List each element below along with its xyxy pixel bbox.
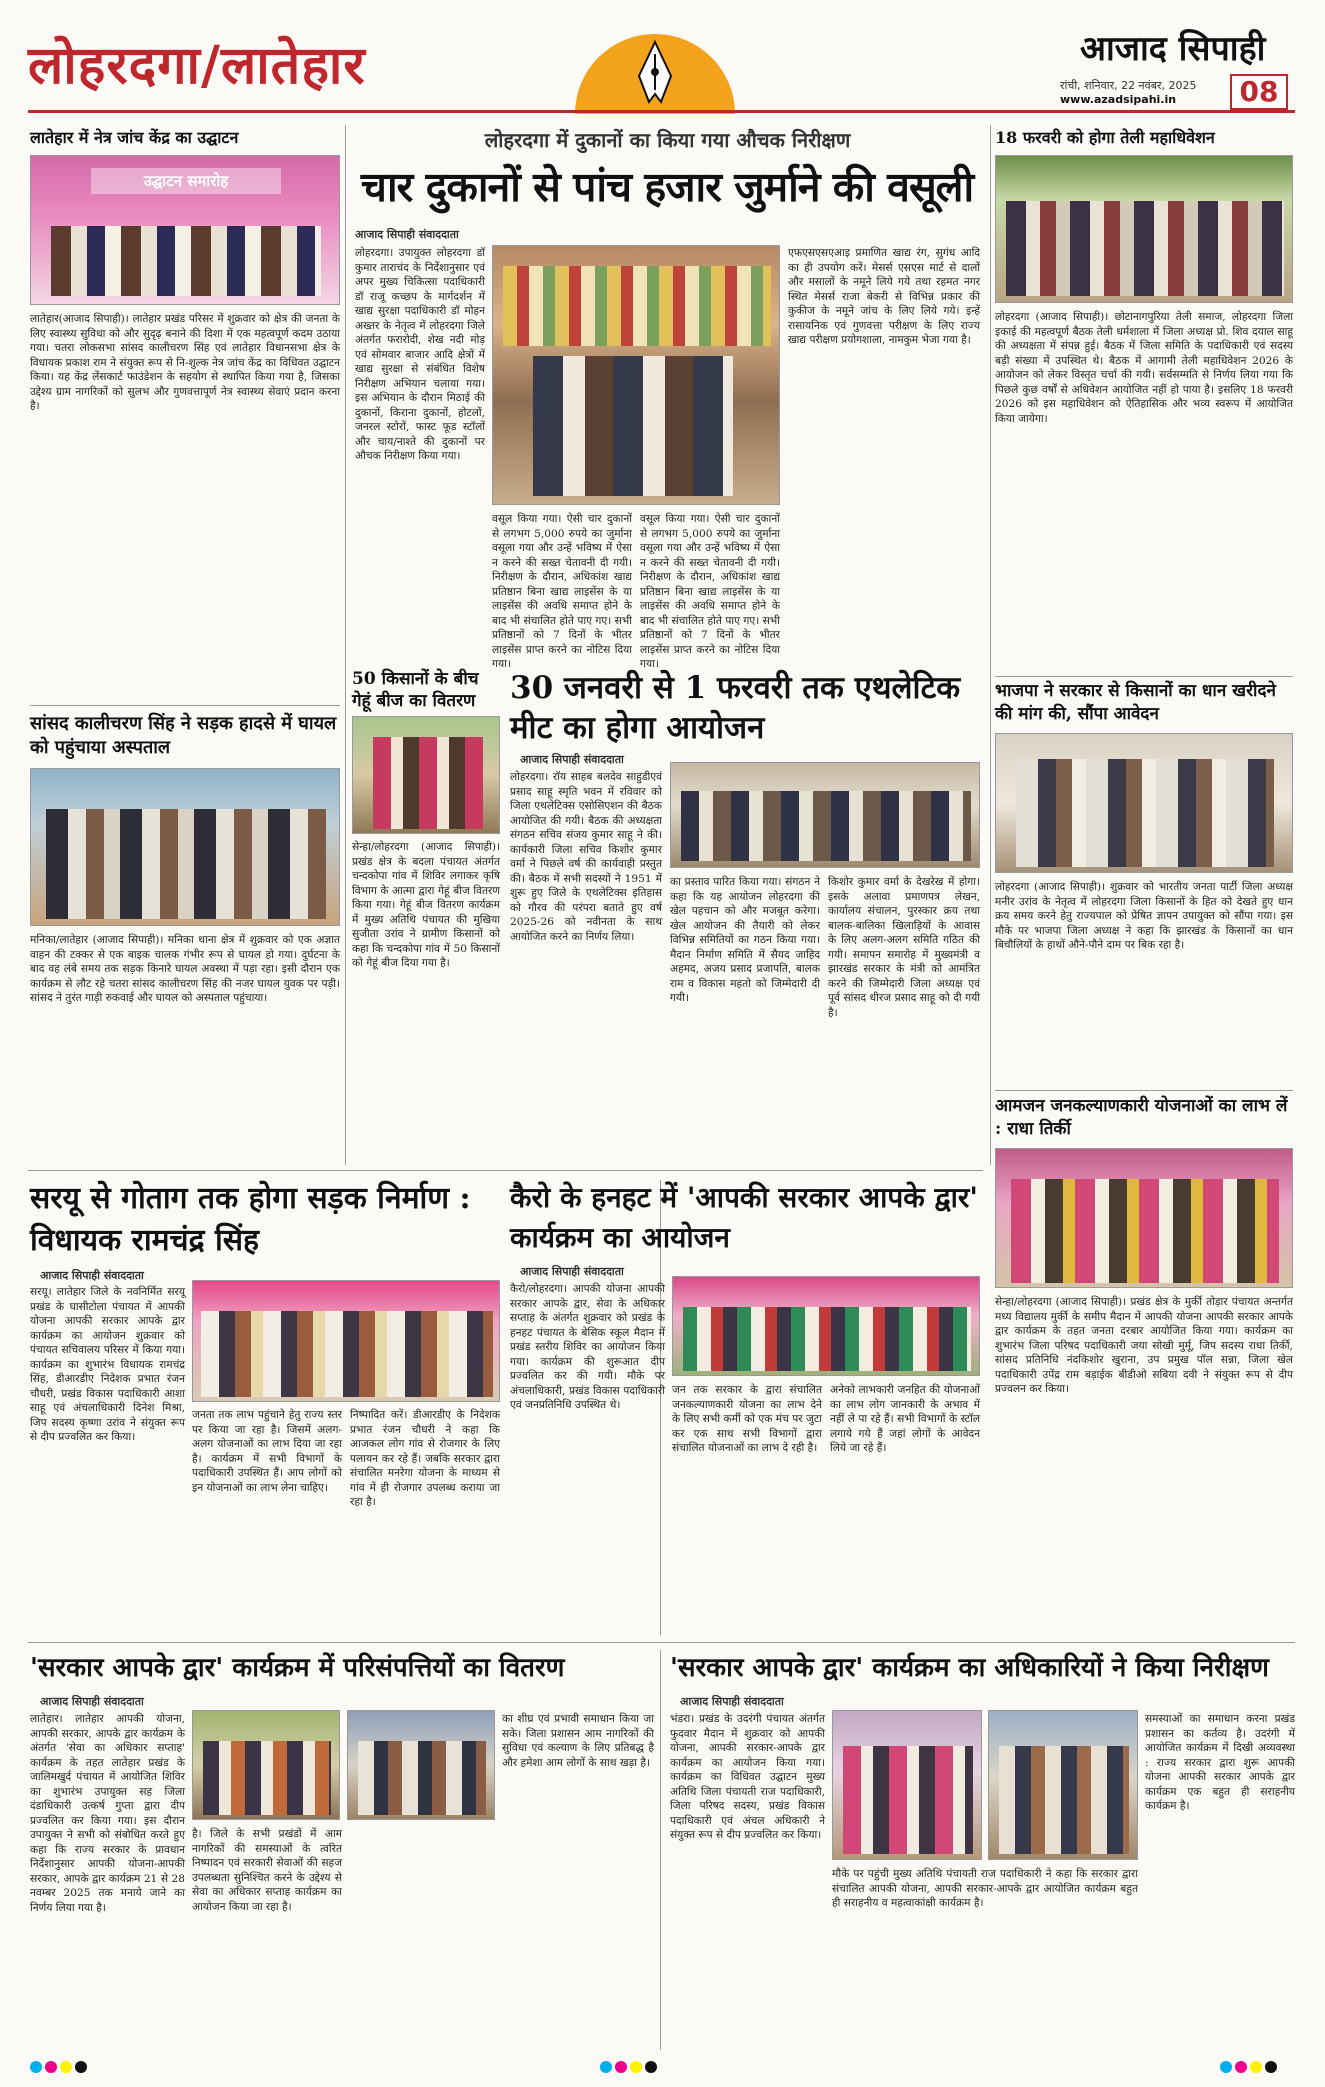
- teli-body: लोहरदगा (आजाद सिपाही)। छोटानागपुरिया तेली समाज, लोहरदगा जिला इकाई की महत्वपूर्ण बैठक तेली धर्मशाला में जिला अध्यक्ष प्रो. शिव दयाल साहू की अध्यक्षता में संपन्न हुई। बैठक में जिला समिति के पदाधिकारी एवं सदस्य बड़ी संख्या में उपस्थित थे। बैठक में आगामी तेली महाधिवेशन 2026 के आयोजन को लेकर विस्तृत चर्चा की गयी। सर्वसम्मति से निर्णय लिया गया कि पिछले कुछ वर्षों से अधिवेशन आयोजित नहीं हो पाया है। इसलिए 18 फरवरी 2026 को इस महाधिवेशन को ऐतिहासिक और भव्य स्वरूप में आयोजित किया जायेगा।: [995, 311, 1293, 425]
- athletics-meeting-photo: [670, 762, 980, 868]
- yellow-dot: [630, 2061, 642, 2073]
- athletics-body-2: का प्रस्ताव पारित किया गया। संगठन ने कहा कि यह आयोजन लोहरदगा की खेल पहचान को और मजबूत करेगा। खेल आयोजन की तैयारी को लेकर विभिन्न समितियों का गठन किया गया। मैदान निर्माण समिति में सैयद जाहिद अहमद, अजय प्रसाद प्रजापति, बालक राम व विकास महतो को जिम्मेदारी दी गयी।: [670, 876, 820, 1004]
- registration-marks-left: [30, 2058, 90, 2077]
- photo-banner: उद्घाटन समारोह: [91, 168, 281, 194]
- column-divider: [345, 125, 346, 1165]
- inspection-headline: चार दुकानों से पांच हजार जुर्माने की वसूली: [360, 163, 974, 211]
- magenta-dot: [45, 2061, 57, 2073]
- inspection-body-2b: वसूल किया गया। ऐसी चार दुकानों से लगभग 5,000 रुपये का जुर्माना वसूला गया और उन्हें भविष्य में ऐसा न करने की सख्त चेतावनी दी गयी। निरीक्षण के दौरान, अधिकांश खाद्य प्रतिष्ठान बिना खाद्य लाइसेंस के या लाइसेंस की अवधि समाप्त होने के बाद भी संचालित होते पाए गए। सभी प्रतिष्ठानों को 7 दिनों के भीतर लाइसेंस प्राप्त करने का नोटिस दिया गया।: [640, 513, 780, 670]
- story-divider: [995, 676, 1293, 677]
- eye-camp-headline: लातेहार में नेत्र जांच केंद्र का उद्घाटन: [30, 128, 239, 147]
- page-number: 08: [1230, 74, 1288, 110]
- cyan-dot: [600, 2061, 612, 2073]
- photo-people: [533, 356, 733, 496]
- column-divider: [990, 125, 991, 1165]
- tirki-event-photo: [995, 1148, 1293, 1288]
- photo-people: [999, 1746, 1129, 1854]
- hanahat-body-2: जन तक सरकार के द्वारा संचालित जनकल्याणकारी योजना का लाभ देने के लिए सभी कर्मी को एक मंच पर जुटा कर एक साथ सभी विभागों द्वारा संचालित योजनाओं का लाभ दे रही है।: [672, 1384, 822, 1454]
- photo-people: [203, 1741, 331, 1815]
- road-body-3: निष्पादित करें। डीआरडीए के निदेशक प्रभात रंजन चौधरी ने कहा कि आजकल लोग गांव से रोजगार के लिए पलायन कर रहे हैं। जबकि सरकार द्वारा संचालित मनरेगा योजना के माध्यम से गांव में ही रोजगार उपलब्ध कराया जा रहा है।: [350, 1409, 500, 1508]
- accident-photo: [30, 768, 340, 926]
- yellow-dot: [1250, 2061, 1262, 2073]
- inspection-byline: आजाद सिपाही संवाददाता: [355, 228, 459, 241]
- column-divider: [660, 1650, 661, 2050]
- officers-body-2: मौके पर पहुंची मुख्य अतिथि पंचायती राज पदाधिकारी ने कहा कि सरकार द्वारा संचालित आपकी योजना, आपकी सरकार-आपके द्वार आयोजित कार्यक्रम बहुत ही सराहनीय व महत्वाकांक्षी कार्यक्रम है।: [832, 1868, 1138, 1909]
- tirki-body: सेन्हा/लोहरदगा (आजाद सिपाही)। प्रखंड क्षेत्र के मुर्की तोड़ार पंचायत अन्तर्गत मध्य विद्यालय मुर्की के समीप मैदान में आपकी योजना आपकी सरकार आपके द्वार कार्यक्रम के तहत जनता दरबार आयोजित किया गया। कार्यक्रम का शुभारंभ जिला परिषद पदाधिकारी जया सोखी मुर्मू, जिप सदस्य राधा तिर्की, सांसद प्रतिनिधि नंदकिशोर खुराना, उप प्रमुख पॉल सन्ना, जिला खेल पदाधिकारी उपेंद्र राम बड़ाईक बीडीओ सबिया दवी ने संयुक्त रूप से दीप प्रज्वलन कर किया।: [995, 1296, 1293, 1395]
- assets-body-2: है। जिले के सभी प्रखंडों में आम नागरिकों की समस्याओं के त्वरित निष्पादन एवं सरकारी सेवाओं की सहज उपलब्धता सुनिश्चित करने के उद्देश्य से सेवा का अधिकार सप्ताह कार्यक्रम का आयोजन किया जा रहा है।: [192, 1828, 342, 1913]
- section-divider: [28, 1642, 1295, 1643]
- seed-distribution-photo: [352, 716, 500, 834]
- assets-body-3: का शीघ्र एवं प्रभावी समाधान किया जा सके। जिला प्रशासन आम नागरिकों की सुविधा एवं कल्याण के लिए प्रतिबद्ध है और हमेशा आम लोगों के साथ खड़ा है।: [502, 1713, 654, 1769]
- assets-photo-2: [347, 1710, 495, 1820]
- shop-inspection-photo: [492, 245, 780, 505]
- inspection-kicker: लोहरदगा में दुकानों का किया गया औचक निरीक्षण: [484, 128, 851, 152]
- assets-byline: आजाद सिपाही संवाददाता: [40, 1695, 144, 1708]
- photo-shelves: [503, 266, 771, 346]
- hanahat-event-photo: [672, 1276, 980, 1376]
- road-body-2: जनता तक लाभ पहुंचाने हेतु राज्य स्तर पर किया जा रहा है। जिसमें अलग-अलग योजनाओं का लाभ दिया जा रहा है। कार्यक्रम में सभी विभागों के पदाधिकारी उपस्थित हैं। आप लोगों को इन योजनाओं का लाभ लेना चाहिए।: [192, 1409, 342, 1494]
- road-event-photo: [192, 1280, 500, 1402]
- black-dot: [1265, 2061, 1277, 2073]
- website-link[interactable]: www.azadsipahi.in: [1060, 93, 1177, 106]
- seeds-headline: 50 किसानों के बीच गेहूं बीज का वितरण: [352, 669, 479, 711]
- photo-people: [681, 791, 971, 861]
- registration-marks-right: [1220, 2058, 1280, 2077]
- section-divider: [28, 1170, 983, 1171]
- officers-byline: आजाद सिपाही संवाददाता: [680, 1695, 784, 1708]
- officers-photo-2: [988, 1710, 1138, 1860]
- athletics-headline: 30 जनवरी से 1 फरवरी तक एथलेटिक मीट का होगा आयोजन: [510, 670, 961, 746]
- dateline: [1060, 78, 1197, 106]
- athletics-byline: आजाद सिपाही संवाददाता: [520, 753, 624, 766]
- photo-people: [1016, 759, 1274, 867]
- photo-people: [843, 1746, 973, 1854]
- assets-body: लातेहार। लातेहार आपकी योजना, आपकी सरकार, आपके द्वार कार्यक्रम के अंतर्गत 'सेवा का अधिकार सप्ताह' कार्यक्रम के तहत लातेहार प्रखंड के जालिमखुर्द पंचायत में आयोजित शिविर का शुभारंभ उपायुक्त सह जिला दंडाधिकारी उत्कर्ष गुप्ता द्वारा दीप प्रज्वलित कर किया गया। इस दौरान उपायुक्त ने सभी को संबोधित करते हुए कहा कि राज्य सरकार के प्रावधान निर्देशानुसार आपकी योजना-आपकी सरकार, आपके द्वार कार्यक्रम 21 से 28 नवम्बर 2025 तक मनाये जाने का निर्णय लिया गया है।: [30, 1713, 185, 1914]
- road-body: सरयू। लातेहार जिले के नवनिर्मित सरयू प्रखंड के घासीटोला पंचायत में आपकी योजना आपकी सरकार आपके द्वार कार्यक्रम का आयोजन शुक्रवार को पंचायत सचिवालय परिसर में किया गया। कार्यक्रम का शुभारंभ विधायक रामचंद्र सिंह, डीआरडीए निदेशक प्रभात रंजन चौधरी, प्रखंड विकास पदाधिकारी आशा साहू एवं अंचलाधिकारी दिनेश मिश्रा, जिप सदस्य कृष्णा उरांव ने संयुक्त रूप से दीप प्रज्वलित कर किया।: [30, 1286, 185, 1443]
- officers-body: भंडरा। प्रखंड के उदरंगी पंचायत अंतर्गत फुदवार मैदान में शुक्रवार को आपकी योजना, आपकी सरकार-आपके द्वार कार्यक्रम का आयोजन किया गया। कार्यक्रम का विधिवत उद्घाटन मुख्य अतिथि जिला पंचायती राज पदाधिकारी, जिला परिषद सदस्य, प्रखंड विकास पदाधिकारी एवं अंचल अधिकारी ने संयुक्त रूप से दीप प्रज्वलित कर किया।: [670, 1713, 825, 1841]
- story-divider: [995, 1090, 1293, 1091]
- athletics-body-3: किशोर कुमार वर्मा के देखरेख में होगा। इसके अलावा प्रमाणपत्र लेखन, कार्यालय संचालन, पुरस्कार क्रय तथा बालक-बालिका खिलाड़ियों के आवास के लिए अलग-अलग समिति गठित की गयी। समापन समारोह में मुख्यमंत्री व झारखंड सरकार के मंत्री को आमंत्रित करने की जिम्मेदारी जिला अध्यक्ष एवं पूर्व सांसद धीरज प्रसाद साहू को दी गयी है।: [828, 876, 980, 1019]
- athletics-body: लोहरदगा। रॉय साहब बलदेव साहुडीएवं प्रसाद साहू स्मृति भवन में रविवार को जिला एथलेटिक्स एसोसिएशन की बैठक आयोजित की गयी। बैठक की अध्यक्षता संगठन सचिव संजय कुमार साहू ने की। कार्यकारी जिला सचिव किशोर कुमार वर्मा ने पिछले वर्ष की कार्यवाही प्रस्तुत की। बैठक में सभी सदस्यों ने 1951 में शुरू हुए जिले के एथलेटिक्स इतिहास को गौरव की परंपरा बताते हुए वर्ष 2025-26 को नवीनता के साथ आयोजित करने का निर्णय लिया।: [510, 771, 662, 943]
- bjp-body: लोहरदगा (आजाद सिपाही)। शुक्रवार को भारतीय जनता पार्टी जिला अध्यक्ष मनीर उरांव के नेतृत्व में लोहरदगा जिला किसानों के हित को देखते हुए धान क्रय समय करने हेतु राज्यपाल को प्रेषित ज्ञापन उपायुक्त को सौंपा गया। इस मौके पर भाजपा जिला अध्यक्ष ने कहा कि झारखंड के किसानों का धान बिचौलियों के हाथों औने-पौने दाम पर बिक रहा है।: [995, 881, 1293, 951]
- black-dot: [75, 2061, 87, 2073]
- photo-people: [1006, 201, 1284, 296]
- cyan-dot: [30, 2061, 42, 2073]
- seeds-body: सेन्हा/लोहरदगा (आजाद सिपाही)। प्रखंड क्षेत्र के बदला पंचायत अंतर्गत चन्दकोपा गांव में शिविर लगाकर कृषि विभाग के आत्मा द्वारा गेहूं बीज वितरण किया गया। गेहूं बीज वितरण कार्यक्रम में मुख्य अतिथि पंचायत की मुखिया सुजीता उरांव ने ग्रामीण किसानों को कहा कि चन्दकोपा गांव में 50 किसानों को गेहूं बीज दिया गया है।: [352, 841, 500, 969]
- black-dot: [645, 2061, 657, 2073]
- eye-camp-photo: [30, 155, 340, 305]
- assets-photo-1: [192, 1710, 340, 1820]
- hanahat-headline: कैरो के हनहट में 'आपकी सरकार आपके द्वार' कार्यक्रम का आयोजन: [510, 1181, 978, 1254]
- photo-people: [51, 226, 321, 296]
- section-title: लोहरदगा/लातेहार: [28, 35, 366, 96]
- hanahat-body-3: अनेको लाभकारी जनहित की योजनाओं का लाभ लोग जानकारी के अभाव में नहीं ले पा रहे हैं। सभी विभागों के स्टॉल लगाये गये हैं जहां लोगों के आवेदन लिये जा रहे हैं।: [830, 1384, 980, 1454]
- tirki-headline: आमजन जनकल्याणकारी योजनाओं का लाभ लें : राधा तिर्की: [995, 1096, 1288, 1139]
- road-byline: आजाद सिपाही संवाददाता: [40, 1269, 144, 1282]
- bjp-headline: भाजपा ने सरकार से किसानों का धान खरीदने की मांग की, सौंपा आवेदन: [995, 681, 1276, 724]
- road-headline: सरयू से गोताग तक होगा सड़क निर्माण : विधायक रामचंद्र सिंह: [30, 1181, 471, 1258]
- photo-people: [358, 1741, 486, 1815]
- photo-people: [683, 1307, 971, 1371]
- officers-headline: 'सरकार आपके द्वार' कार्यक्रम का अधिकारियों ने किया निरीक्षण: [670, 1653, 1269, 1683]
- story-divider: [30, 705, 340, 706]
- masthead-rule: [28, 110, 1295, 113]
- newspaper-brand: आजाद सिपाही: [1080, 29, 1266, 69]
- yellow-dot: [60, 2061, 72, 2073]
- magenta-dot: [615, 2061, 627, 2073]
- inspection-body-3: एफएसएसएआइ प्रमाणित खाद्य रंग, सुगंध आदि का ही उपयोग करें। मेसर्स एसएस मार्ट से दालों और मसालों के नमूने लिये गये तथा रहमत नगर स्थित मेसर्स राजा बेकरी से विभिन्न प्रकार की कुकीज के नमूने जांच के लिए लिये गये। इन्हें रासायनिक एवं गुणवत्ता परीक्षण के लिए राज्य खाद्य परीक्षण प्रयोगशाला, नामकुम भेजा गया है।: [788, 247, 980, 346]
- assets-headline: 'सरकार आपके द्वार' कार्यक्रम में परिसंपत्तियों का वितरण: [30, 1653, 565, 1683]
- mp-accident-headline: सांसद कालीचरण सिंह ने सड़क हादसे में घायल को पहुंचाया अस्पताल: [30, 713, 337, 758]
- pen-nib-logo: [565, 24, 745, 114]
- inspection-body-2: वसूल किया गया। ऐसी चार दुकानों से लगभग 5,000 रुपये का जुर्माना वसूला गया और उन्हें भविष्य में ऐसा न करने की सख्त चेतावनी दी गयी। निरीक्षण के दौरान, अधिकांश खाद्य प्रतिष्ठान बिना खाद्य लाइसेंस के या लाइसेंस की अवधि समाप्त होने के बाद भी संचालित होते पाए गए। सभी प्रतिष्ठानों को 7 दिनों के भीतर लाइसेंस प्राप्त करने का नोटिस दिया गया।: [492, 513, 632, 670]
- assets-body-2b: [350, 1827, 495, 2042]
- inspection-body: लोहरदगा। उपायुक्त लोहरदगा डॉ कुमार ताराचंद के निर्देशानुसार एवं अपर मुख्य चिकित्सा पदाधिकारी डॉ राजू कच्छप के मार्गदर्शन में खाद्य सुरक्षा पदाधिकारी डॉ मोहन अख्तर के नेतृत्व में लोहरदगा जिले अंतर्गत फरारोदी, शेख नदी मोड़ एवं सोमवार बाजार आदि क्षेत्रों में खाद्य सुरक्षा से संबंधित विशेष निरीक्षण अभियान चलाया गया। इस अभियान के दौरान मिठाई की दुकानों, किराना दुकानों, होटलों, जनरल स्टोरों, फास्ट फूड स्टॉलों और चाय/नाश्ते की दुकानों पर औचक निरीक्षण किया गया।: [355, 247, 485, 462]
- teli-meeting-photo: [995, 155, 1293, 303]
- mp-accident-body: मनिका/लातेहार (आजाद सिपाही)। मनिका थाना क्षेत्र में शुक्रवार को एक अज्ञात वाहन की टक्कर से एक बाइक चालक गंभीर रूप से घायल हो गया। दुर्घटना के बाद वह लंबे समय तक सड़क किनारे घायल अवस्था में पड़ा रहा। इसी दौरान एक कार्यक्रम से लौट रहे चतरा सांसद कालीचरण सिंह की नजर घायल युवक पर पड़ी। सांसद ने तुरंत गाड़ी रुकवाई और घायल को अस्पताल पहुंचाया।: [30, 934, 340, 1004]
- eye-camp-body: लातेहार(आजाद सिपाही)। लातेहार प्रखंड परिसर में शुक्रवार को क्षेत्र की जनता के लिए स्वास्थ्य सुविधा को और सुदृढ़ बनाने की दिशा में एक महत्वपूर्ण कदम उठाया गया। चतरा लोकसभा सांसद कालीचरण सिंह एवं लातेहार विधानसभा क्षेत्र के विधायक प्रकाश राम ने संयुक्त रूप से नि-शुल्क नेत्र जांच केंद्र का विधिवत उद्घाटन किया। यह केंद्र लेंसकार्ट फाउंडेशन के सहयोग से स्थापित किया गया है, जिसका उद्देश्य ग्राम नागरिकों को सुलभ और गुणवत्तापूर्ण नेत्र स्वास्थ्य सेवाएं प्रदान करना है।: [30, 313, 340, 412]
- magenta-dot: [1235, 2061, 1247, 2073]
- photo-people: [46, 809, 326, 919]
- officers-body-3: समस्याओं का समाधान करना प्रखंड प्रशासन का कर्तव्य है। उदरंगी में आयोजित कार्यक्रम में दिखी अव्यवस्था : राज्य सरकार द्वारा शुरू आपकी योजना आपकी सरकार आपके द्वार कार्यक्रम एक बहुत ही सराहनीय कार्यक्रम है।: [1145, 1713, 1295, 1812]
- photo-people: [201, 1311, 493, 1397]
- date-text: रांची, शनिवार, 22 नवंबर, 2025: [1060, 79, 1197, 92]
- hanahat-byline: आजाद सिपाही संवाददाता: [520, 1265, 624, 1278]
- registration-marks-center: [600, 2058, 660, 2077]
- hanahat-body: कैरो/लोहरदगा। आपकी योजना आपकी सरकार आपके द्वार, सेवा के अधिकार सप्ताह के अंतर्गत शुक्रवार को प्रखंड के हनहट पंचायत के बेसिक स्कूल मैदान में प्रखंड स्तरीय शिविर का आयोजन किया गया। कार्यक्रम की शुरूआत दीप प्रज्वलित कर की गयी। मौके पर अंचलाधिकारी, प्रखंड विकास पदाधिकारी एवं जनप्रतिनिधि उपस्थित थे।: [510, 1283, 665, 1411]
- photo-people: [1011, 1179, 1279, 1283]
- teli-headline: 18 फरवरी को होगा तेली महाधिवेशन: [995, 128, 1215, 147]
- bjp-memorandum-photo: [995, 733, 1293, 873]
- officers-photo-1: [832, 1710, 982, 1860]
- photo-people: [373, 737, 483, 829]
- cyan-dot: [1220, 2061, 1232, 2073]
